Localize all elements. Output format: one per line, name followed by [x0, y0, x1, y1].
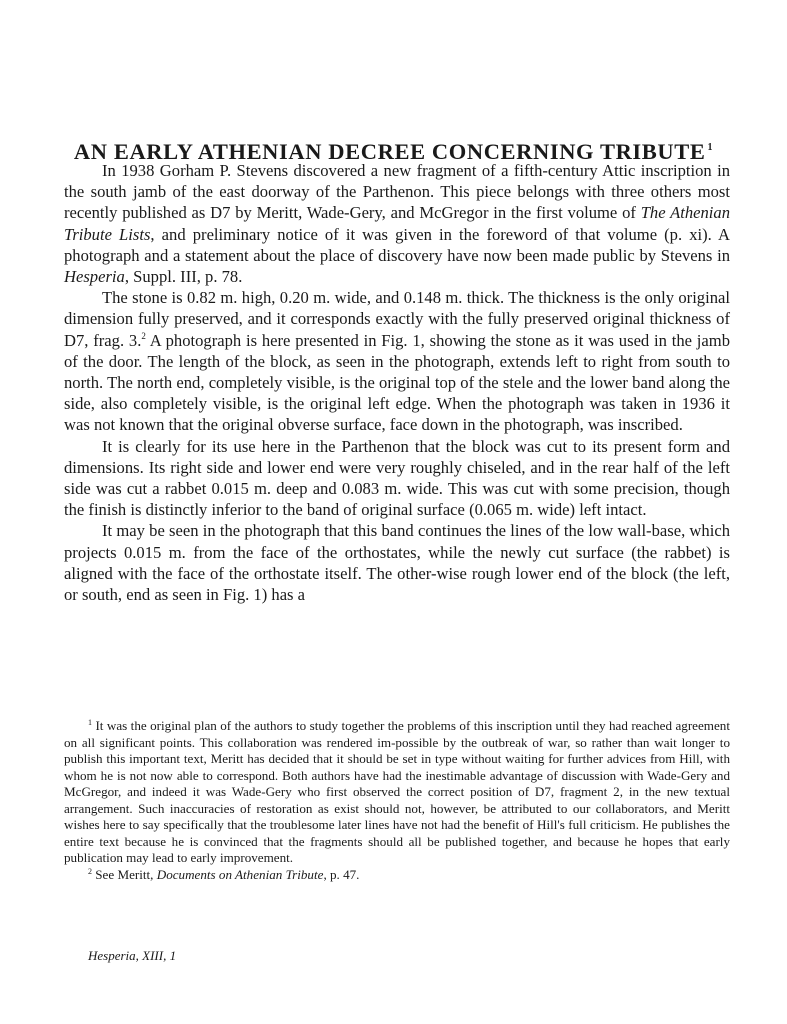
- footnote-2: $^2$ See Meritt, Documents on Athenian Tribute, p. 47.: [88, 866, 360, 882]
- paragraph-4: It may be seen in the photograph that this band continues the lines of the low wall-base, which projects 0.015 m. from the face of the orthostates, while the newly cut surface (the rabbet) is aligned with the face of the orthostate itself. The other-wise rough lower end of the block (the left, or south, end as seen in Fig. 1) has a: [64, 521, 730, 605]
- title-footnote-mark[interactable]: 1: [707, 142, 714, 154]
- paragraph-3: It is clearly for its use here in the Parthenon that the block was cut to its present form and dimensions. Its right side and lower end were very roughly chiseled, and in the rear half of the left side was cut a rabbet 0.015 m. deep and 0.083 m. wide. This was cut with some precision, though the finish is distinctly inferior to the band of original surface (0.065 m. wide) left intact.: [64, 436, 730, 520]
- signature-line: Hesperia, XIII, 1: [88, 948, 177, 963]
- journal-title-hesperia: Hesperia: [64, 267, 125, 287]
- article-body: [64, 160, 730, 605]
- paragraph-1: In 1938 Gorham P. Stevens discovered a new fragment of a fifth-century Attic inscription in the south jamb of the east doorway of the Parthenon. This piece belongs with three others most recently published as D7 by Meritt, Wade-Gery, and McGregor in the first volume of The Athenian Tribute Lists, and preliminary notice of it was given in the foreword of that volume (p. xi). A photograph and a statement about the place of discovery have now been made public by Stevens in Hesperia, Suppl. III, p. 78.: [64, 161, 730, 287]
- book-title-atl: The Athenian Tribute Lists: [64, 203, 730, 244]
- footnote-1: $^1$ It was the original plan of the authors to study together the problems of this inscription until they had reached agreement on all significant points. This collaboration was rendered im-possible by the outbreak of war, so rather than wait longer to publish this important text, Meritt has decided that it should be set in type without waiting for further advices from Hill, with whom he is not now able to correspond. Both authors have had the inestimable advantage of discussion with Wade-Gery and McGregor, and indeed it was Wade-Gery who first observed the correct position of D7, fragment 2, in the new textual arrangement. Such inaccuracies of restoration as exist should not, however, be attributed to our collaborators, and Meritt wishes here to say specifically that the troublesome later lines have not had the benefit of Hill's full criticism. He publishes the entire text because he is convinced that the fragments should all be published together, and because he hopes that early publication may lead to early improvement.: [64, 718, 730, 865]
- book-title-documents: Documents on Athenian Tribute: [156, 866, 324, 882]
- footnote-2-mark: 2: [88, 866, 92, 876]
- footnote-ref-2[interactable]: 2: [141, 330, 146, 341]
- paragraph-2: The stone is 0.82 m. high, 0.20 m. wide, and 0.148 m. thick. The thickness is the only original dimension fully preserved, and it corresponds exactly with the fully preserved original thickness of D7, frag. 3.$^2$ A photograph is here presented in Fig. 1, showing the stone as it was used in the jamb of the door. The length of the block, as seen in the photograph, extends left to right from south to north. The north end, completely visible, is the original top of the stele and the lower band along the side, also completely visible, is the original left edge. When the photograph was taken in 1936 it was not known that the original obverse surface, face down in the photograph, was inscribed.: [64, 288, 730, 435]
- title-text: AN EARLY ATHENIAN DECREE CONCERNING TRIBUTE: [73, 139, 706, 165]
- footnote-1-mark: 1: [88, 718, 92, 727]
- footnotes: [64, 718, 730, 883]
